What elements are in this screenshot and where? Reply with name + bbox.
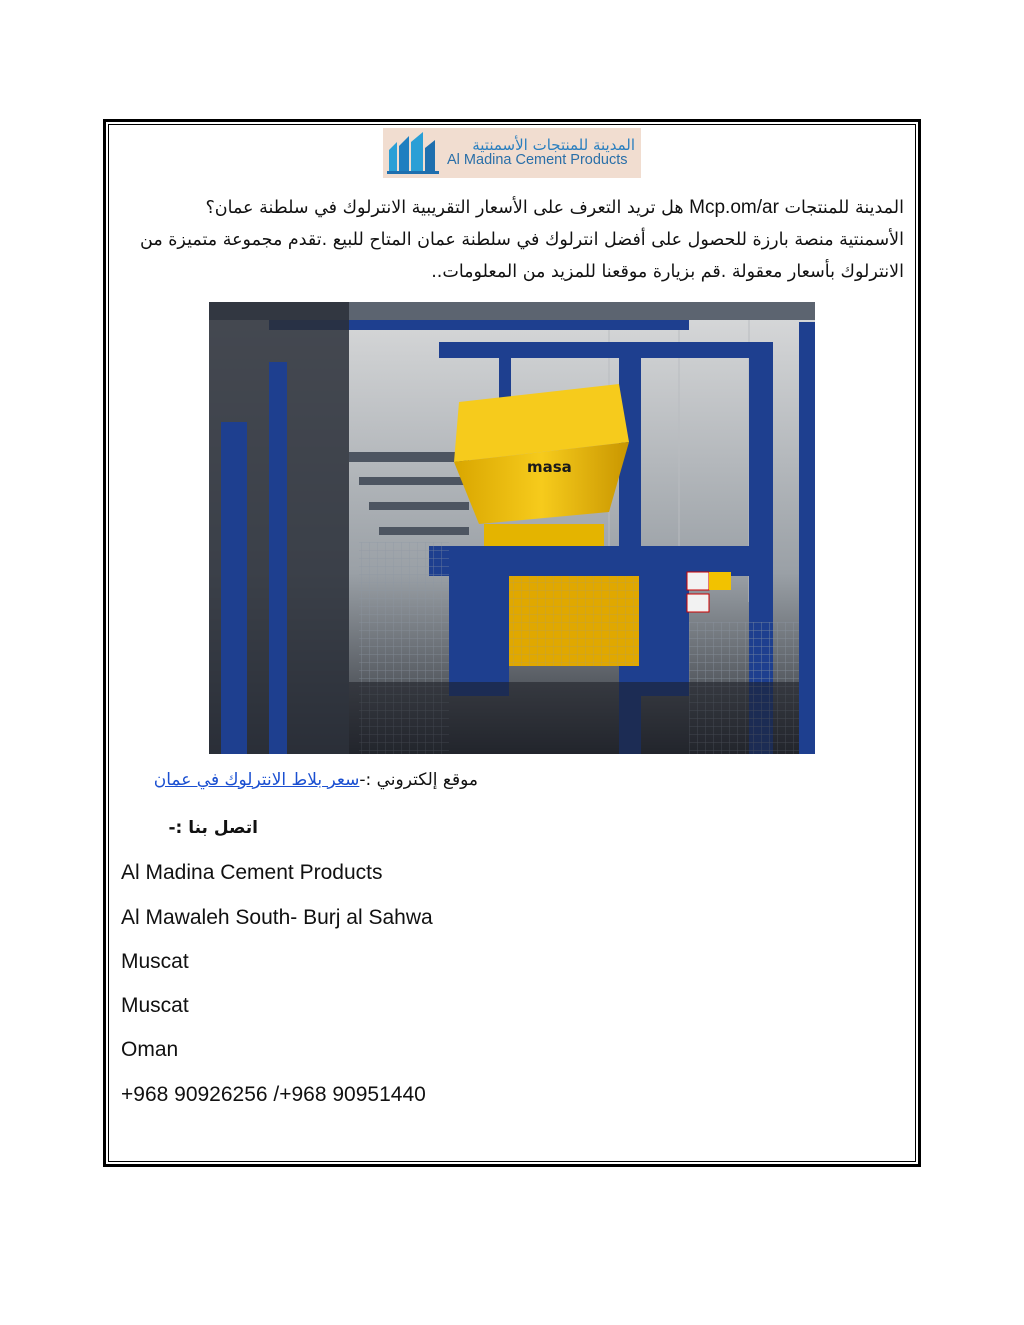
address-company: Al Madina Cement Products xyxy=(121,861,383,884)
address-country: Oman xyxy=(121,1038,179,1061)
website-link[interactable]: سعر بلاط الانترلوك في عمان xyxy=(153,770,360,790)
website-line xyxy=(118,770,478,790)
contact-heading: اتصل بنا :- xyxy=(168,818,258,838)
address-city: Muscat xyxy=(121,950,189,973)
company-logo xyxy=(383,128,641,178)
machine-brand-label: masa xyxy=(527,458,572,476)
address-street: Al Mawaleh South- Burj al Sahwa xyxy=(121,906,433,929)
intro-site-url: Mcp.om/ar xyxy=(689,197,779,218)
address-region: Muscat xyxy=(121,994,189,1017)
factory-machine-photo xyxy=(209,302,815,754)
intro-paragraph xyxy=(118,192,904,288)
factory-logo-icon xyxy=(383,128,445,178)
intro-line2: الأسمنتية منصة بارزة للحصول على أفضل انترلوك في سلطنة عمان المتاح للبيع .تقدم مجموعة متميزة من xyxy=(140,230,904,250)
intro-line3: الانترلوك بأسعار معقولة .قم بزيارة موقعنا للمزيد من المعلومات.. xyxy=(431,262,904,282)
intro-line1-start: المدينة للمنتجات xyxy=(784,198,904,218)
logo-arabic-name: المدينة للمنتجات الأسمنتية xyxy=(472,135,635,154)
website-label: موقع إلكتروني :- xyxy=(359,770,478,790)
intro-line1-end: هل تريد التعرف على الأسعار التقريبية الانترلوك في سلطنة عمان؟ xyxy=(205,198,684,218)
logo-english-name: Al Madina Cement Products xyxy=(447,152,628,169)
address-phones: +968 90926256 /+968 90951440 xyxy=(121,1083,426,1106)
